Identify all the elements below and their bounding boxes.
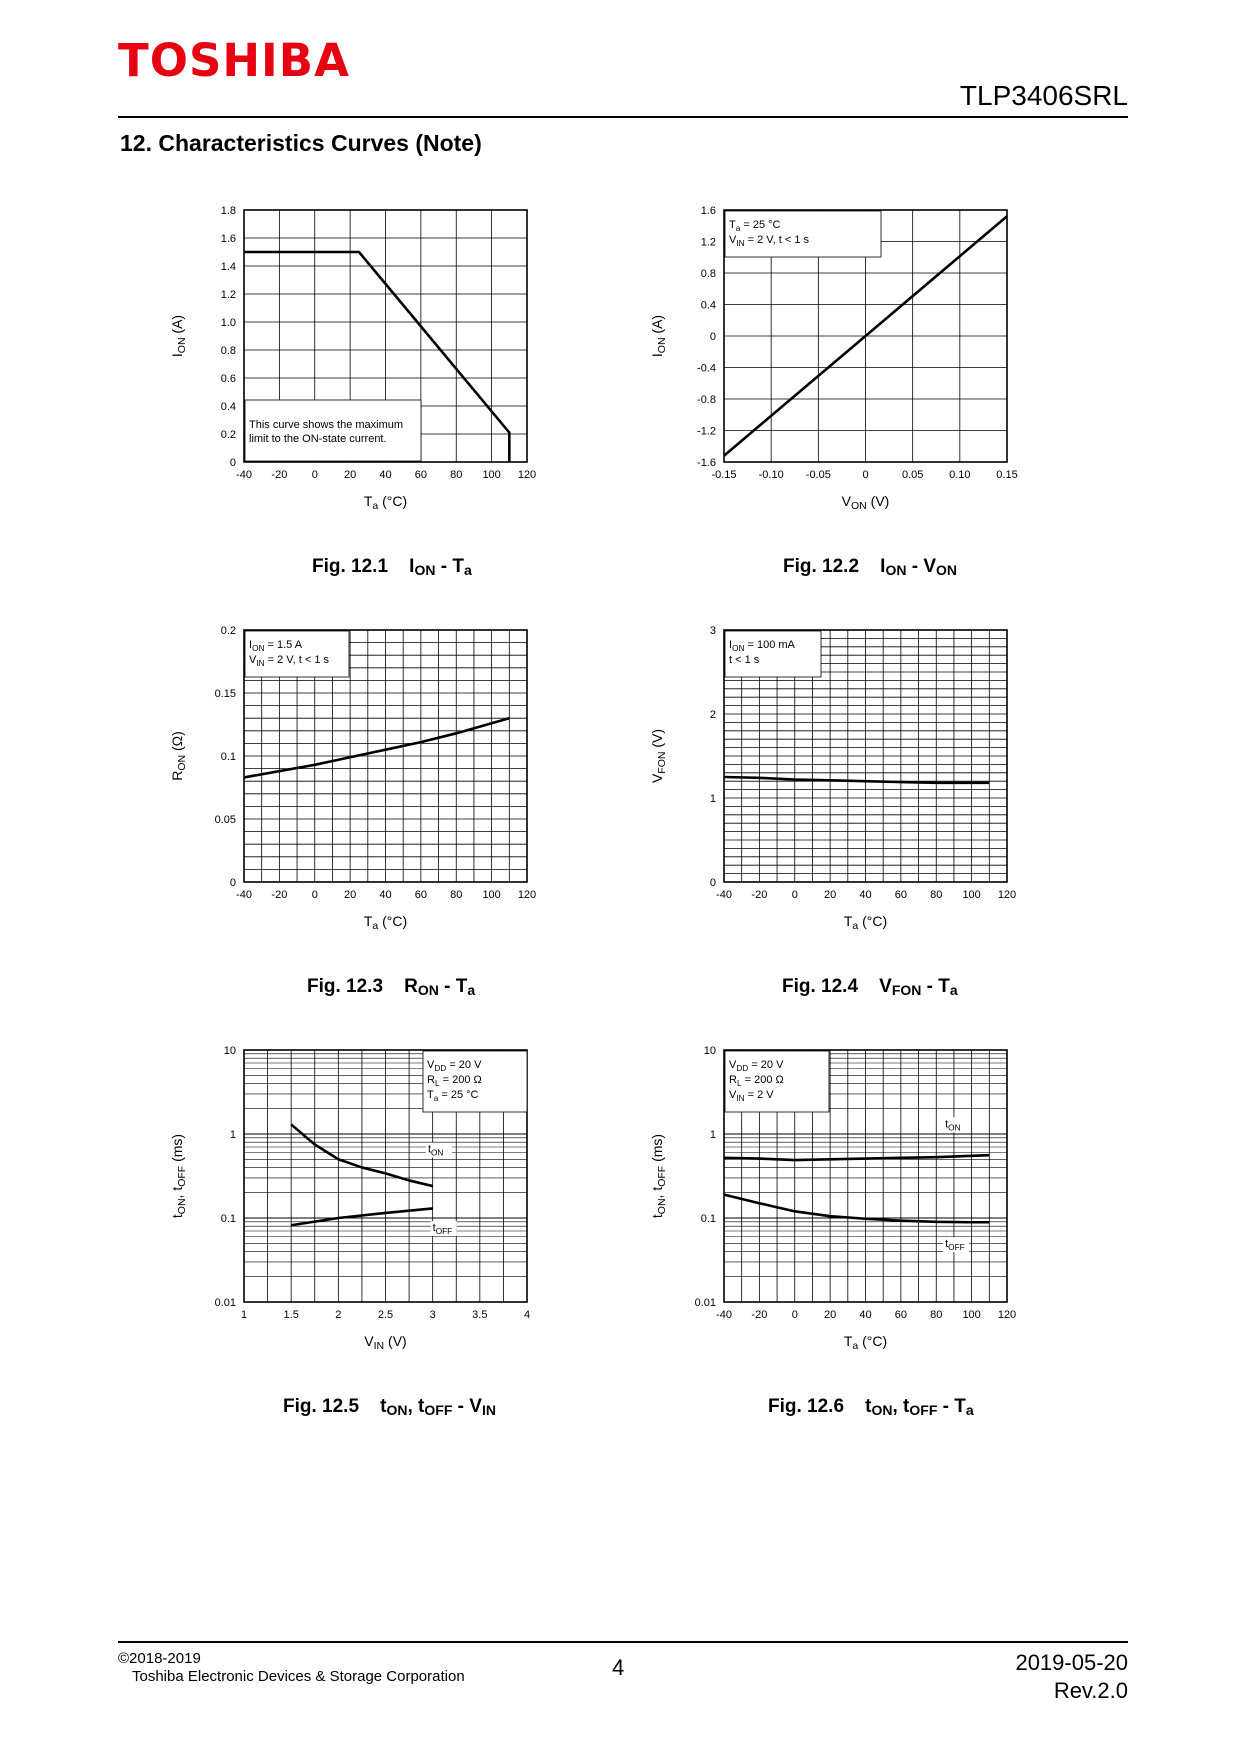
x-tick-label: 80 bbox=[930, 889, 943, 901]
condition-line: $T_a = 25$ °C bbox=[729, 219, 781, 233]
y-tick-label: 1.6 bbox=[700, 205, 716, 217]
x-tick-label: -40 bbox=[236, 469, 252, 481]
x-tick-label: 60 bbox=[414, 889, 427, 901]
x-tick-label: 80 bbox=[930, 1309, 943, 1321]
condition-line: $V_{IN} = 2$ V, t < 1 s bbox=[729, 234, 810, 248]
x-tick-label: 60 bbox=[414, 469, 427, 481]
y-tick-label: 0.2 bbox=[220, 429, 236, 441]
annotation-line: This curve shows the maximum bbox=[249, 419, 404, 431]
x-tick-label: 120 bbox=[997, 889, 1017, 901]
x-tick-label: -20 bbox=[271, 469, 288, 481]
annotation-line: limit to the ON-state current. bbox=[249, 433, 387, 445]
chart-svg bbox=[160, 615, 580, 955]
y-axis-label: $I_{ON}$ (A) bbox=[169, 314, 188, 358]
x-axis-label: $V_{ON}$ (V) bbox=[841, 493, 890, 512]
y-tick-label: 0 bbox=[229, 457, 236, 469]
y-tick-label: 0.1 bbox=[220, 751, 236, 763]
series-label: $t_{ON}$ bbox=[427, 1143, 444, 1158]
chart-svg bbox=[160, 195, 580, 535]
y-tick-label: 0.4 bbox=[700, 299, 716, 312]
x-tick-label: 1.5 bbox=[283, 1309, 299, 1321]
caption-fig-number: Fig. 12.5 bbox=[283, 1396, 360, 1417]
condition-line: $I_{ON} = 1.5$ A bbox=[249, 639, 303, 653]
y-tick-label: 0.8 bbox=[220, 345, 236, 357]
y-tick-label: 1.4 bbox=[220, 261, 236, 273]
x-tick-label: 0.05 bbox=[901, 469, 924, 481]
x-tick-label: -0.15 bbox=[711, 469, 737, 481]
x-axis-label: $T_a$ (°C) bbox=[363, 913, 408, 932]
y-axis-label: $t_{ON}$, $t_{OFF}$ (ms) bbox=[169, 1133, 188, 1219]
y-tick-label: 0.05 bbox=[214, 814, 236, 826]
y-tick-label: 1 bbox=[229, 1129, 236, 1141]
y-tick-label: -0.8 bbox=[697, 394, 716, 406]
y-tick-label: -0.4 bbox=[697, 362, 716, 375]
x-tick-label: 120 bbox=[517, 889, 537, 901]
y-axis-label: $R_{ON}$ (Ω) bbox=[169, 731, 188, 781]
caption-fig-number: Fig. 12.2 bbox=[783, 556, 860, 577]
y-axis-group bbox=[649, 729, 668, 783]
caption-fig-12-1: Fig. 12.1 ION - Ta bbox=[312, 556, 472, 578]
copyright: ©2018-2019 bbox=[118, 1650, 201, 1667]
y-tick-label: 0 bbox=[709, 877, 716, 889]
y-tick-label: 1.2 bbox=[220, 289, 236, 301]
caption-fig-12-2: Fig. 12.2 ION - VON bbox=[783, 556, 958, 578]
y-axis-group bbox=[169, 731, 188, 781]
footer-rule bbox=[118, 1641, 1128, 1643]
x-tick-label: -40 bbox=[236, 889, 252, 901]
y-tick-label: 1.0 bbox=[220, 317, 236, 329]
condition-line: $R_L = 200$ Ω bbox=[729, 1074, 784, 1088]
condition-line: $V_{IN} = 2$ V bbox=[729, 1089, 774, 1103]
y-axis-label: $I_{ON}$ (A) bbox=[649, 314, 668, 358]
x-axis-label: $T_a$ (°C) bbox=[843, 913, 888, 932]
x-tick-label: 80 bbox=[450, 889, 463, 901]
x-tick-label: 2.5 bbox=[377, 1309, 394, 1321]
y-axis-group bbox=[649, 315, 668, 357]
condition-line: $V_{IN} = 2$ V, t < 1 s bbox=[249, 654, 330, 668]
caption-fig-number: Fig. 12.1 bbox=[312, 556, 389, 577]
caption-fig-12-6: Fig. 12.6 tON, tOFF - Ta bbox=[768, 1396, 974, 1418]
caption-fig-number: Fig. 12.4 bbox=[782, 976, 859, 997]
y-tick-label: 0.01 bbox=[694, 1297, 716, 1309]
x-tick-label: 0.10 bbox=[949, 469, 971, 481]
y-tick-label: 1.8 bbox=[220, 205, 236, 217]
caption-fig-12-5: Fig. 12.5 tON, tOFF - VIN bbox=[283, 1396, 496, 1418]
x-tick-label: 80 bbox=[450, 469, 463, 481]
revision: Rev.2.0 bbox=[1053, 1678, 1128, 1703]
y-tick-label: 0.1 bbox=[220, 1213, 236, 1225]
caption-fig-12-3: Fig. 12.3 RON - Ta bbox=[307, 976, 476, 998]
x-tick-label: 0 bbox=[311, 469, 318, 481]
y-tick-label: 3 bbox=[709, 625, 716, 637]
condition-line: $V_{DD} = 20$ V bbox=[427, 1059, 482, 1073]
y-axis-group bbox=[169, 1134, 188, 1218]
y-tick-label: 0.1 bbox=[700, 1213, 716, 1225]
y-tick-label: 1 bbox=[709, 1129, 716, 1141]
x-tick-label: 40 bbox=[859, 1309, 872, 1321]
x-tick-label: 0 bbox=[791, 1309, 798, 1321]
x-tick-label: 2 bbox=[335, 1309, 342, 1321]
toshiba-logo: TOSHIBA bbox=[118, 34, 350, 87]
x-tick-label: 100 bbox=[962, 1309, 981, 1321]
chart-svg bbox=[640, 195, 1060, 535]
page-number: 4 bbox=[612, 1655, 625, 1680]
x-tick-label: 100 bbox=[482, 889, 501, 901]
y-tick-label: 0.4 bbox=[220, 401, 236, 413]
y-axis-label: $t_{ON}$, $t_{OFF}$ (ms) bbox=[649, 1133, 668, 1219]
y-tick-label: 1 bbox=[709, 793, 716, 805]
company-name: Toshiba Electronic Devices & Storage Corporation bbox=[132, 1668, 465, 1685]
condition-line: t < 1 s bbox=[729, 654, 760, 666]
x-axis-label: $T_a$ (°C) bbox=[363, 493, 408, 512]
part-number: TLP3406SRL bbox=[959, 80, 1128, 111]
x-tick-label: 60 bbox=[894, 889, 907, 901]
y-tick-label: 0 bbox=[229, 877, 236, 889]
y-tick-label: 0 bbox=[709, 331, 716, 343]
x-tick-label: 40 bbox=[379, 469, 392, 481]
series-line-0 bbox=[724, 777, 989, 783]
chart-svg bbox=[640, 1035, 1060, 1375]
x-tick-label: -20 bbox=[751, 889, 768, 901]
series-label: $t_{ON}$ bbox=[945, 1118, 961, 1133]
series-label: $t_{OFF}$ bbox=[432, 1222, 453, 1237]
condition-line: $R_L = 200$ Ω bbox=[427, 1074, 482, 1088]
release-date: 2019-05-20 bbox=[1015, 1650, 1128, 1675]
chart-fig-12-2 bbox=[640, 195, 1060, 535]
x-tick-label: 0 bbox=[791, 889, 798, 901]
x-tick-label: 40 bbox=[859, 889, 872, 901]
x-tick-label: -20 bbox=[751, 1309, 768, 1321]
x-tick-label: 20 bbox=[344, 889, 357, 901]
x-tick-label: 0 bbox=[311, 889, 318, 901]
caption-fig-12-4: Fig. 12.4 VFON - Ta bbox=[782, 976, 958, 998]
y-tick-label: 0.2 bbox=[220, 625, 236, 637]
chart-svg bbox=[160, 1035, 580, 1375]
header-rule bbox=[118, 116, 1128, 118]
x-tick-label: 20 bbox=[824, 889, 837, 901]
x-tick-label: 0.15 bbox=[996, 469, 1018, 481]
x-tick-label: 120 bbox=[997, 1309, 1017, 1321]
x-tick-label: 120 bbox=[517, 469, 537, 481]
y-tick-label: -1.2 bbox=[697, 425, 716, 438]
x-axis-label: $T_a$ (°C) bbox=[843, 1333, 888, 1352]
x-tick-label: 0 bbox=[862, 469, 869, 481]
footer-right bbox=[1015, 1649, 1128, 1705]
y-axis-group bbox=[169, 315, 188, 357]
x-tick-label: 1 bbox=[240, 1309, 248, 1321]
x-tick-label: 3.5 bbox=[472, 1309, 488, 1321]
chart-fig-12-6 bbox=[640, 1035, 1060, 1375]
y-axis-group bbox=[649, 1134, 668, 1218]
x-tick-label: -20 bbox=[271, 889, 288, 901]
chart-fig-12-1 bbox=[160, 195, 580, 535]
y-tick-label: 0.01 bbox=[214, 1297, 236, 1309]
chart-svg bbox=[640, 615, 1060, 955]
x-tick-label: 100 bbox=[482, 469, 501, 481]
x-axis-label: $V_{IN}$ (V) bbox=[364, 1333, 407, 1352]
x-tick-label: 40 bbox=[379, 889, 392, 901]
x-tick-label: 3 bbox=[429, 1309, 436, 1321]
x-tick-label: -0.05 bbox=[805, 469, 831, 481]
footer-left bbox=[118, 1650, 465, 1686]
x-tick-label: -40 bbox=[716, 889, 732, 901]
x-tick-label: -40 bbox=[716, 1309, 732, 1321]
chart-fig-12-4 bbox=[640, 615, 1060, 955]
x-tick-label: 100 bbox=[962, 889, 981, 901]
y-tick-label: 0.15 bbox=[214, 688, 236, 700]
condition-line: $V_{DD} = 20$ V bbox=[729, 1059, 784, 1073]
y-tick-label: 0.6 bbox=[220, 373, 236, 385]
x-tick-label: -0.10 bbox=[758, 469, 784, 481]
y-tick-label: 2 bbox=[709, 709, 716, 721]
x-tick-label: 60 bbox=[894, 1309, 907, 1321]
y-tick-label: -1.6 bbox=[697, 457, 716, 469]
section-title: 12. Characteristics Curves (Note) bbox=[120, 130, 482, 156]
y-tick-label: 10 bbox=[703, 1045, 716, 1057]
condition-line: $T_a = 25$ °C bbox=[427, 1089, 479, 1103]
chart-fig-12-5 bbox=[160, 1035, 580, 1375]
chart-fig-12-3 bbox=[160, 615, 580, 955]
y-tick-label: 10 bbox=[223, 1045, 236, 1057]
series-label: $t_{OFF}$ bbox=[945, 1238, 965, 1253]
x-tick-label: 20 bbox=[344, 469, 357, 481]
y-tick-label: 1.6 bbox=[220, 233, 236, 245]
x-tick-label: 4 bbox=[523, 1309, 531, 1321]
caption-fig-number: Fig. 12.3 bbox=[307, 976, 384, 997]
caption-fig-number: Fig. 12.6 bbox=[768, 1396, 845, 1417]
y-tick-label: 1.2 bbox=[700, 236, 716, 249]
y-tick-label: 0.8 bbox=[700, 268, 716, 280]
x-tick-label: 20 bbox=[824, 1309, 837, 1321]
y-axis-label: $V_{FON}$ (V) bbox=[649, 728, 668, 784]
condition-line: $I_{ON} = 100$ mA bbox=[729, 639, 795, 653]
